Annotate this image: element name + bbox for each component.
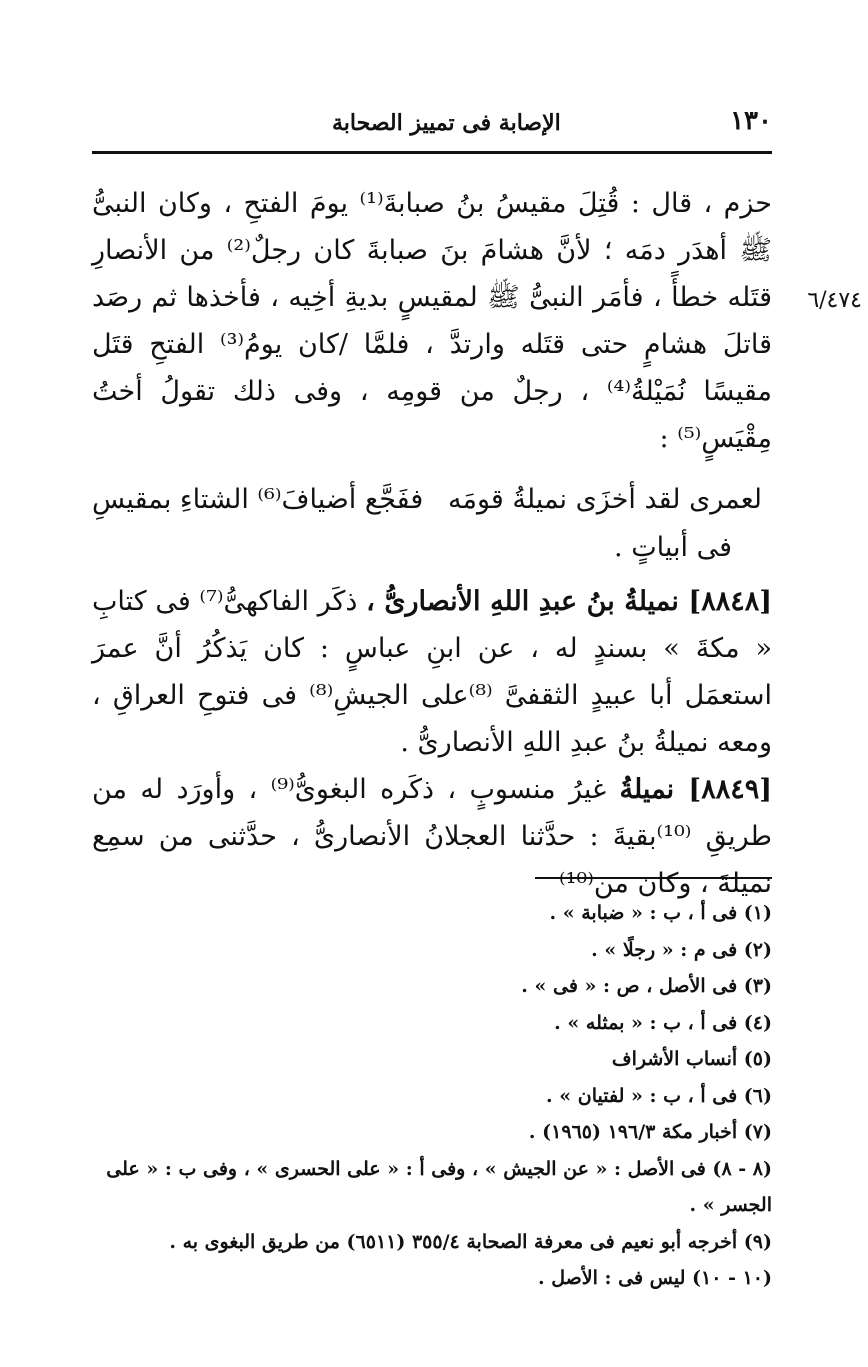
footnote: (١٠ - ١٠) ليس فى : الأصل . bbox=[538, 1267, 772, 1289]
footnote: (٣) فى الأصل ، ص : « فى » . bbox=[521, 975, 772, 997]
page-header bbox=[92, 106, 772, 146]
footnote-separator bbox=[535, 877, 772, 879]
page-number: ١٣٠ bbox=[730, 106, 772, 136]
body-text bbox=[92, 180, 772, 907]
entry-text: ذكَر الفاكهىُّ⁽⁷⁾ فى كتابِ « مكةَ » بسندٍ له ، عن ابنِ عباسٍ : كان يَذكُرُ أنَّ عمرَ استعمَل أبا عبيدٍ الثقفىَّ ⁽⁸⁾على الجيشِ⁽⁸⁾ فى فتوحِ العراقِ ، ومعه نميلةُ بنُ عبدِ اللهِ الأنصارىُّ . bbox=[92, 586, 772, 758]
poem-verse bbox=[92, 476, 772, 572]
footnote: (٦) فى أ ، ب : « لفتيان » . bbox=[546, 1084, 772, 1107]
entry-8848 bbox=[92, 578, 772, 766]
footnote: (٢) فى م : « رجلًا » . bbox=[591, 938, 772, 961]
entry-8849 bbox=[92, 766, 772, 907]
header-rule bbox=[92, 151, 772, 154]
margin-reference: ٦/٤٧٤ bbox=[807, 288, 862, 313]
paragraph: حزم ، قال : قُتِلَ مقيسُ بنُ صبابةَ⁽¹⁾ يومَ الفتحِ ، وكان النبىُّ ﷺ أهدَر دمَه ؛ لأنَّ هشامَ بنَ صبابةَ كان رجلٌ⁽²⁾ من الأنصارِ قتَله خطأً ، فأمَر النبىُّ ﷺ لمقيسٍ بديةِ أخِيه ، فأخذها ثم رصَد قاتلَ هشامٍ حتى قتَله وارتدَّ ، فلمَّا /كان يومُ⁽³⁾ الفتحِ قتَل مقيسًا نُمَيْلةُ⁽⁴⁾ ، رجلٌ من قومِه ، وفى ذلك تقولُ أختُ مِقْيَسٍ⁽⁵⁾ : bbox=[92, 188, 773, 454]
poem-hemistich-first: لعمرى لقد أخزَى نميلةُ قومَه bbox=[448, 484, 762, 515]
entry-text: غيرُ منسوبٍ ، ذكَره البغوىُّ⁽⁹⁾ ، وأورَد له من طريقِ ⁽¹⁰⁾بقيةَ : حدَّثنا العجلانُ الأنصارىُّ ، حدَّثنى من سمِع نميلةَ ، وكان من⁽¹⁰⁾ bbox=[92, 774, 772, 899]
footnotes bbox=[92, 895, 772, 1297]
footnote: (٨ - ٨) فى الأصل : « عن الجيش » ، وفى أ : « على الحسرى » ، وفى ب : « على الجسر » . bbox=[106, 1157, 772, 1216]
entry-heading: [٨٨٤٨] نميلةُ بنُ عبدِ اللهِ الأنصارىُّ ، bbox=[366, 586, 772, 617]
footnote: (٩) أخرجه أبو نعيم فى معرفة الصحابة ٣٥٥/٤ (٦٥١١) من طريق البغوى به . bbox=[169, 1230, 772, 1253]
footnote: (٥) أنساب الأشراف bbox=[611, 1048, 772, 1070]
footnote: (٧) أخبار مكة ١٩٦/٣ (١٩٦٥) . bbox=[528, 1121, 772, 1143]
entry-heading: [٨٨٤٩] نميلةُ bbox=[619, 774, 772, 805]
footnote: (٤) فى أ ، ب : « بمثله » . bbox=[554, 1011, 772, 1034]
poem-hemistich-second: ففَجَّع أضيافَ⁽⁶⁾ الشتاءِ بمقيسِ bbox=[92, 484, 424, 515]
footnote: (١) فى أ ، ب : « ضبابة » . bbox=[549, 902, 772, 924]
running-title: الإصابة فى تمييز الصحابة bbox=[332, 110, 561, 136]
poem-note: فى أبياتٍ . bbox=[614, 532, 732, 563]
